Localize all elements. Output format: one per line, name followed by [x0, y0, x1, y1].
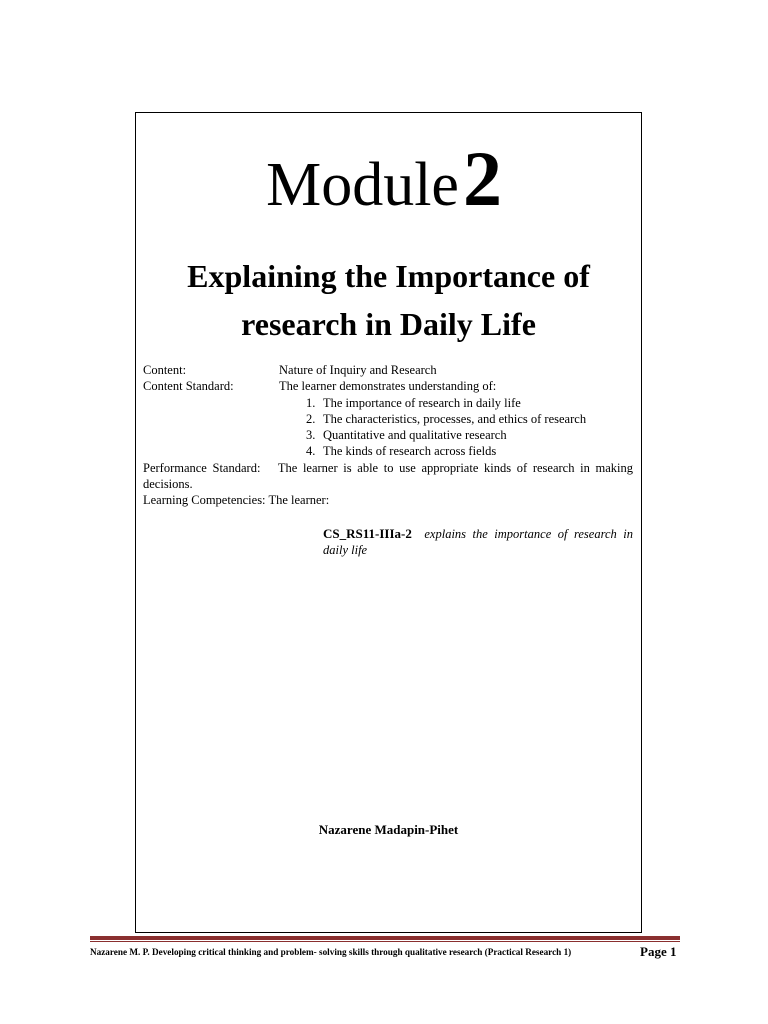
- module-title: [140, 252, 637, 348]
- footer-rule-thin: [90, 941, 680, 942]
- list-item-text: The kinds of research across fields: [323, 444, 497, 459]
- competency-entry: [323, 526, 633, 559]
- list-item: [143, 411, 633, 427]
- module-info: [143, 362, 633, 509]
- module-cover-frame: [135, 112, 642, 933]
- content-value: Nature of Inquiry and Research: [279, 363, 437, 377]
- module-number: 2: [462, 135, 502, 222]
- page-number: Page 1: [640, 944, 677, 959]
- list-item: [143, 395, 633, 411]
- module-heading: [0, 135, 768, 222]
- list-item: [143, 427, 633, 443]
- footer-rule: [90, 936, 680, 940]
- footer-text: Nazarene M. P. Developing critical thinking and problem- solving skills through qualitative research (Practical Research 1): [90, 947, 572, 957]
- content-standard-label: Content Standard:: [143, 379, 234, 394]
- learning-competencies-label: Learning Competencies:: [143, 493, 266, 508]
- list-item-number: 4.: [306, 444, 316, 459]
- learning-competencies-value: The learner:: [268, 493, 330, 508]
- content-standard-value: The learner demonstrates understanding of:: [279, 379, 497, 394]
- competency-description: explains the importance of research in daily life: [323, 527, 634, 558]
- learning-competencies-row: [143, 492, 633, 508]
- performance-standard-value: The learner is able to use appropriate kinds of research in making decisions.: [143, 460, 633, 492]
- list-item-text: The characteristics, processes, and ethics of research: [323, 411, 587, 426]
- content-label: Content:: [143, 363, 187, 377]
- content-standard-row: [143, 378, 633, 394]
- list-item-number: 3.: [306, 428, 316, 443]
- list-item: [143, 443, 633, 459]
- list-item-text: Quantitative and qualitative research: [323, 428, 507, 443]
- content-row: [143, 362, 633, 378]
- competency-code: CS_RS11-IIIa-2: [323, 526, 412, 541]
- performance-standard-label: Performance Standard:: [143, 460, 261, 475]
- content-standard-list: [143, 395, 633, 460]
- author-name: Nazarene Madapin-Pihet: [318, 822, 459, 837]
- list-item-text: The importance of research in daily life: [323, 395, 521, 410]
- list-item-number: 1.: [306, 395, 316, 410]
- module-title-line-1: Explaining the Importance of: [187, 258, 590, 294]
- performance-standard-row: [143, 460, 633, 493]
- module-title-line-2: research in Daily Life: [241, 306, 536, 342]
- list-item-number: 2.: [306, 411, 316, 426]
- module-word: Module: [266, 151, 459, 219]
